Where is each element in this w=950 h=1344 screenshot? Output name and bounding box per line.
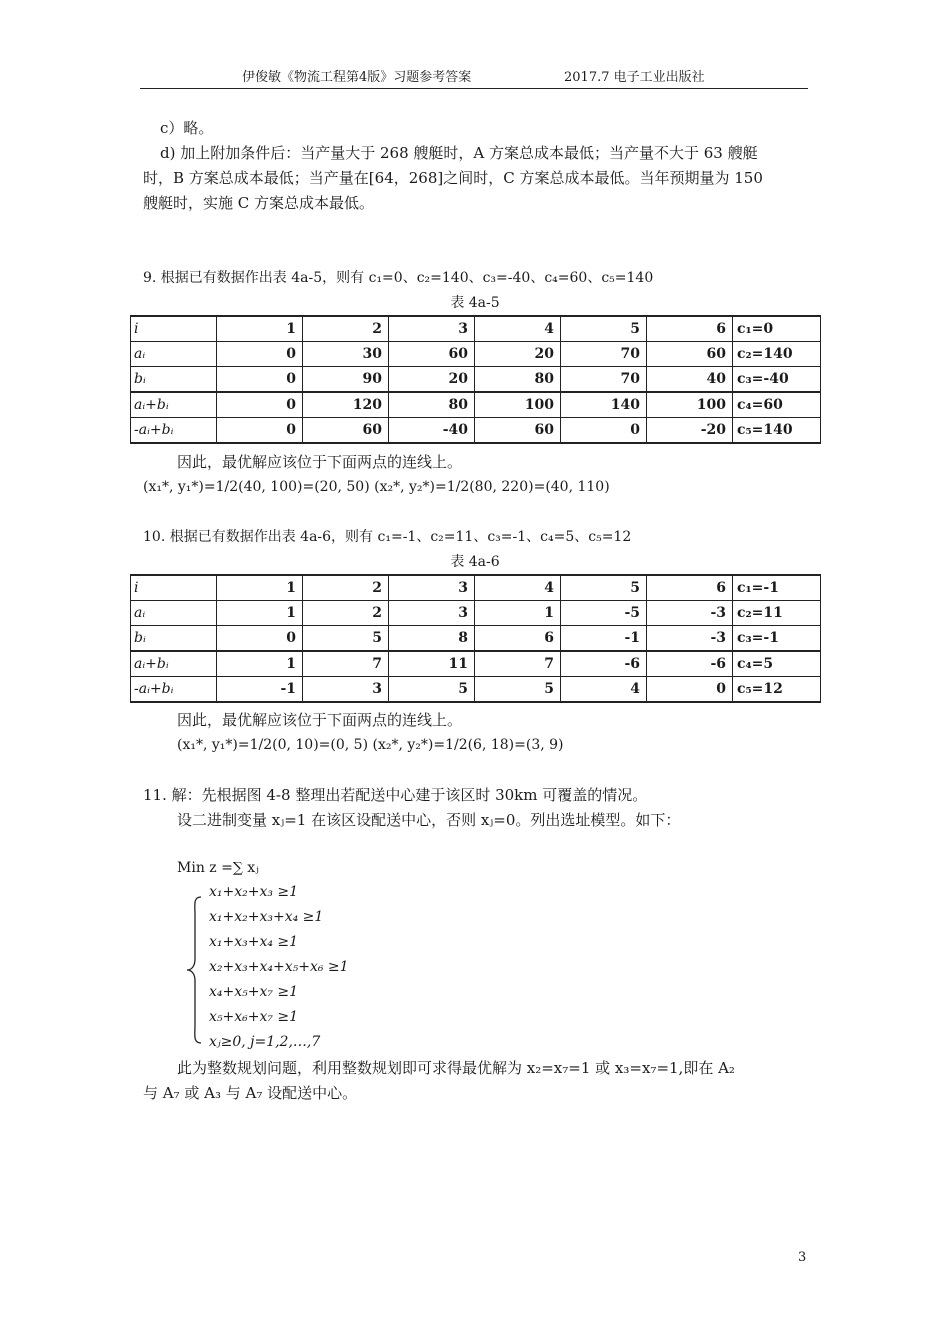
table-cell: 100 (475, 392, 561, 418)
q9-conclusion: 因此，最优解应该位于下面两点的连线上。 (177, 453, 463, 471)
table-row (131, 651, 821, 677)
constraint-6: x₅+x₆+x₇ ≥1 (209, 1009, 299, 1025)
table-cell: 5 (303, 626, 389, 652)
table-cell: 20 (389, 367, 475, 393)
q10-table (130, 574, 821, 703)
table-cell: 100 (647, 392, 733, 418)
c-value: c₅=140 (733, 418, 821, 444)
table-cell: 7 (303, 651, 389, 677)
table-cell: 60 (475, 418, 561, 444)
table-cell: -5 (561, 601, 647, 626)
header-title: 伊俊敏《物流工程第4版》习题参考答案 (242, 70, 472, 85)
q11-objective: Min z =∑ xⱼ (177, 860, 259, 876)
constraint-brace (185, 895, 205, 1045)
q9-points: (x₁*, y₁*)=1/2(40, 100)=(20, 50) (x₂*, y₂*)=1/2(80, 220)=(40, 110) (143, 479, 610, 495)
table-row (131, 418, 821, 444)
header-publisher: 2017.7 电子工业出版社 (564, 70, 705, 85)
row-label: i (131, 575, 217, 601)
table-cell: 0 (647, 677, 733, 703)
table-cell: 7 (475, 651, 561, 677)
q9-intro: 9. 根据已有数据作出表 4a-5，则有 c₁=0、c₂=140、c₃=-40、c₄=60、c₅=140 (143, 270, 654, 286)
table-row (131, 575, 821, 601)
table-row (131, 367, 821, 393)
q9-table-caption: 表 4a-5 (450, 295, 500, 311)
table-cell: 60 (303, 418, 389, 444)
table-cell: 80 (475, 367, 561, 393)
q10-conclusion: 因此，最优解应该位于下面两点的连线上。 (177, 711, 463, 729)
row-label: aᵢ+bᵢ (131, 392, 217, 418)
table-row (131, 392, 821, 418)
q11-conclusion-line2: 与 A₇ 或 A₃ 与 A₇ 设配送中心。 (143, 1084, 358, 1102)
q9-table (130, 315, 821, 444)
table-row (131, 601, 821, 626)
row-label: bᵢ (131, 626, 217, 652)
table-cell: 6 (647, 575, 733, 601)
table-cell: 1 (217, 601, 303, 626)
table-cell: -3 (647, 626, 733, 652)
table-cell: 60 (647, 342, 733, 367)
c-value: c₁=0 (733, 316, 821, 342)
table-cell: 60 (389, 342, 475, 367)
table-cell: 0 (561, 418, 647, 444)
q10-table-caption: 表 4a-6 (450, 554, 500, 570)
q11-variable-def: 设二进制变量 xⱼ=1 在该区设配送中心，否则 xⱼ=0。列出选址模型。如下： (177, 811, 681, 829)
constraint-5: x₄+x₅+x₇ ≥1 (209, 984, 299, 1000)
c-value: c₃=-1 (733, 626, 821, 652)
table-cell: 5 (561, 316, 647, 342)
constraint-7: xⱼ≥0, j=1,2,…,7 (209, 1034, 321, 1050)
constraint-2: x₁+x₂+x₃+x₄ ≥1 (209, 909, 324, 925)
table-cell: 4 (475, 316, 561, 342)
table-cell: 5 (389, 677, 475, 703)
page-number: 3 (798, 1250, 807, 1265)
table-cell: -1 (561, 626, 647, 652)
table-cell: 0 (217, 342, 303, 367)
constraint-list (209, 880, 349, 1055)
row-label: aᵢ+bᵢ (131, 651, 217, 677)
answer-d-line3: 艘艇时，实施 C 方案总成本最低。 (143, 194, 375, 212)
constraint-3: x₁+x₃+x₄ ≥1 (209, 934, 299, 950)
table-cell: 0 (217, 392, 303, 418)
table-cell: 40 (647, 367, 733, 393)
table-cell: 8 (389, 626, 475, 652)
table-row (131, 677, 821, 703)
table-cell: 20 (475, 342, 561, 367)
table-cell: -6 (647, 651, 733, 677)
table-cell: 80 (389, 392, 475, 418)
q10-intro: 10. 根据已有数据作出表 4a-6，则有 c₁=-1、c₂=11、c₃=-1、c₄=5、c₅=12 (143, 529, 632, 545)
table-cell: 4 (561, 677, 647, 703)
table-cell: 1 (217, 651, 303, 677)
c-value: c₄=60 (733, 392, 821, 418)
table-cell: 11 (389, 651, 475, 677)
table-cell: -6 (561, 651, 647, 677)
table-cell: -20 (647, 418, 733, 444)
table-cell: 1 (217, 575, 303, 601)
q11-intro: 11. 解：先根据图 4-8 整理出若配送中心建于该区时 30km 可覆盖的情况。 (143, 786, 648, 804)
row-label: -aᵢ+bᵢ (131, 418, 217, 444)
table-cell: 6 (647, 316, 733, 342)
row-label: i (131, 316, 217, 342)
table-cell: 6 (475, 626, 561, 652)
q11-conclusion-line1: 此为整数规划问题，利用整数规划即可求得最优解为 x₂=x₇=1 或 x₃=x₇=1,即在 A₂ (177, 1059, 735, 1077)
table-cell: 3 (389, 575, 475, 601)
table-cell: 1 (217, 316, 303, 342)
answer-d-line2: 时，B 方案总成本最低；当产量在[64，268]之间时，C 方案总成本最低。当年预期量为 150 (143, 169, 763, 187)
table-cell: 3 (389, 601, 475, 626)
row-label: -aᵢ+bᵢ (131, 677, 217, 703)
table-row (131, 626, 821, 652)
table-cell: 5 (561, 575, 647, 601)
table-cell: 70 (561, 367, 647, 393)
answer-d-line1: d) 加上附加条件后：当产量大于 268 艘艇时，A 方案总成本最低；当产量不大于 63 艘艇 (160, 144, 758, 162)
table-cell: 3 (303, 677, 389, 703)
table-cell: 70 (561, 342, 647, 367)
table-cell: 2 (303, 316, 389, 342)
c-value: c₁=-1 (733, 575, 821, 601)
table-cell: -3 (647, 601, 733, 626)
table-cell: 0 (217, 418, 303, 444)
table-row (131, 342, 821, 367)
row-label: aᵢ (131, 601, 217, 626)
row-label: aᵢ (131, 342, 217, 367)
c-value: c₄=5 (733, 651, 821, 677)
c-value: c₅=12 (733, 677, 821, 703)
table-row (131, 316, 821, 342)
q10-points: (x₁*, y₁*)=1/2(0, 10)=(0, 5) (x₂*, y₂*)=1/2(6, 18)=(3, 9) (177, 737, 564, 753)
table-cell: 90 (303, 367, 389, 393)
table-cell: 1 (475, 601, 561, 626)
table-cell: 140 (561, 392, 647, 418)
table-cell: 30 (303, 342, 389, 367)
table-cell: 5 (475, 677, 561, 703)
table-cell: 3 (389, 316, 475, 342)
table-cell: 2 (303, 601, 389, 626)
constraint-4: x₂+x₃+x₄+x₅+x₆ ≥1 (209, 959, 349, 975)
table-cell: 120 (303, 392, 389, 418)
page-header (140, 66, 808, 89)
table-cell: -1 (217, 677, 303, 703)
c-value: c₂=11 (733, 601, 821, 626)
c-value: c₂=140 (733, 342, 821, 367)
answer-c: c）略。 (160, 119, 214, 137)
c-value: c₃=-40 (733, 367, 821, 393)
table-cell: 2 (303, 575, 389, 601)
table-cell: 4 (475, 575, 561, 601)
constraint-1: x₁+x₂+x₃ ≥1 (209, 884, 299, 900)
row-label: bᵢ (131, 367, 217, 393)
table-cell: -40 (389, 418, 475, 444)
table-cell: 0 (217, 626, 303, 652)
table-cell: 0 (217, 367, 303, 393)
